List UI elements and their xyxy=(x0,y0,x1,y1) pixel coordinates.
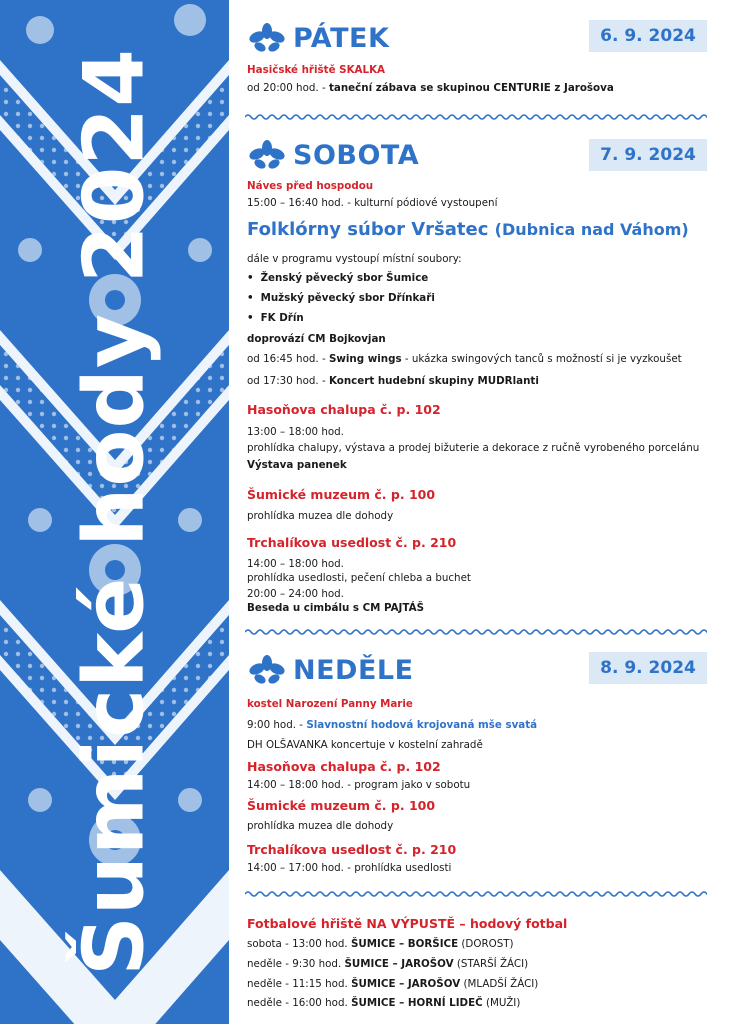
venue-title: Šumické muzeum č. p. 100 xyxy=(247,487,436,502)
flower-icon xyxy=(247,22,287,54)
flower-icon xyxy=(247,654,287,686)
accompaniment: doprovází CM Bojkovjan xyxy=(247,333,386,345)
event-line: 9:00 hod. - Slavnostní hodová krojovaná mše svatá xyxy=(247,719,538,731)
match-row: neděle - 11:15 hod. ŠUMICE – JAROŠOV (MLADŠÍ ŽÁCI) xyxy=(247,978,539,990)
list-item: • Ženský pěvecký sbor Šumice xyxy=(247,272,428,284)
day-header-sunday xyxy=(247,650,414,690)
event-line: od 17:30 hod. - Koncert hudební skupiny MUDRlanti xyxy=(247,375,539,387)
venue-title: Náves před hospodou xyxy=(247,180,374,192)
event-line: DH OLŠAVANKA koncertuje v kostelní zahradě xyxy=(247,739,483,751)
date-badge: 7. 9. 2024 xyxy=(589,139,707,171)
venue-title: Hasoňova chalupa č. p. 102 xyxy=(247,402,441,417)
event-line: od 20:00 hod. - taneční zábava se skupinou CENTURIE z Jarošova xyxy=(247,82,614,94)
venue-title: Trchalíkova usedlost č. p. 210 xyxy=(247,535,457,550)
list-item: • Mužský pěvecký sbor Dřínkaři xyxy=(247,292,435,304)
event-line: od 16:45 hod. - Swing wings - ukázka swingových tanců s možností si je vyzkoušet xyxy=(247,353,682,365)
event-line: Výstava panenek xyxy=(247,459,347,471)
event-line: 14:00 – 17:00 hod. - prohlídka usedlosti xyxy=(247,862,452,874)
folk-pattern-band xyxy=(0,0,229,1024)
venue-title: Hasoňova chalupa č. p. 102 xyxy=(247,759,441,774)
event-line: 15:00 – 16:40 hod. - kulturní pódiové vystoupení xyxy=(247,197,498,209)
date-badge: 8. 9. 2024 xyxy=(589,652,707,684)
headline-ensemble: Folklórny súbor Vršatec (Dubnica nad Váhom) xyxy=(247,219,689,240)
match-row: neděle - 9:30 hod. ŠUMICE – JAROŠOV (STARŠÍ ŽÁCI) xyxy=(247,958,529,970)
day-name: NEDĚLE xyxy=(293,654,414,686)
match-row: sobota - 13:00 hod. ŠUMICE – BORŠICE (DOROST) xyxy=(247,938,514,950)
flower-icon xyxy=(247,139,287,171)
list-item: • FK Dřín xyxy=(247,312,304,324)
event-line: Beseda u cimbálu s CM PAJTÁŠ xyxy=(247,602,425,614)
event-line: prohlídka chalupy, výstava a prodej bižuterie a dekorace z ručně vyrobeného porcelánu xyxy=(247,442,700,454)
date-badge: 6. 9. 2024 xyxy=(589,20,707,52)
event-line: 14:00 – 18:00 hod. - program jako v sobotu xyxy=(247,779,471,791)
program-intro: dále v programu vystoupí místní soubory: xyxy=(247,253,462,265)
wave-divider xyxy=(245,889,707,899)
wave-divider xyxy=(245,627,707,637)
day-name: PÁTEK xyxy=(293,22,390,54)
program-content xyxy=(229,0,729,1024)
day-header-saturday xyxy=(247,135,419,175)
event-line: 14:00 – 18:00 hod. xyxy=(247,558,344,570)
match-row: neděle - 16:00 hod. ŠUMICE – HORNÍ LIDEČ (MUŽI) xyxy=(247,997,521,1009)
day-header-friday xyxy=(247,18,389,58)
event-line: 13:00 – 18:00 hod. xyxy=(247,426,344,438)
wave-divider xyxy=(245,112,707,122)
festival-title: Šumické hody 2024 xyxy=(65,48,163,976)
event-line: 20:00 – 24:00 hod. xyxy=(247,588,344,600)
venue-title: Hasičské hřiště SKALKA xyxy=(247,64,386,76)
day-name: SOBOTA xyxy=(293,139,420,171)
event-line: prohlídka muzea dle dohody xyxy=(247,510,394,522)
event-line: prohlídka usedlosti, pečení chleba a buchet xyxy=(247,572,471,584)
venue-title: Šumické muzeum č. p. 100 xyxy=(247,798,436,813)
event-line: prohlídka muzea dle dohody xyxy=(247,820,394,832)
venue-title: kostel Narození Panny Marie xyxy=(247,698,413,710)
venue-title: Trchalíkova usedlost č. p. 210 xyxy=(247,842,457,857)
football-title: Fotbalové hřiště NA VÝPUSTĚ – hodový fotbal xyxy=(247,916,568,931)
